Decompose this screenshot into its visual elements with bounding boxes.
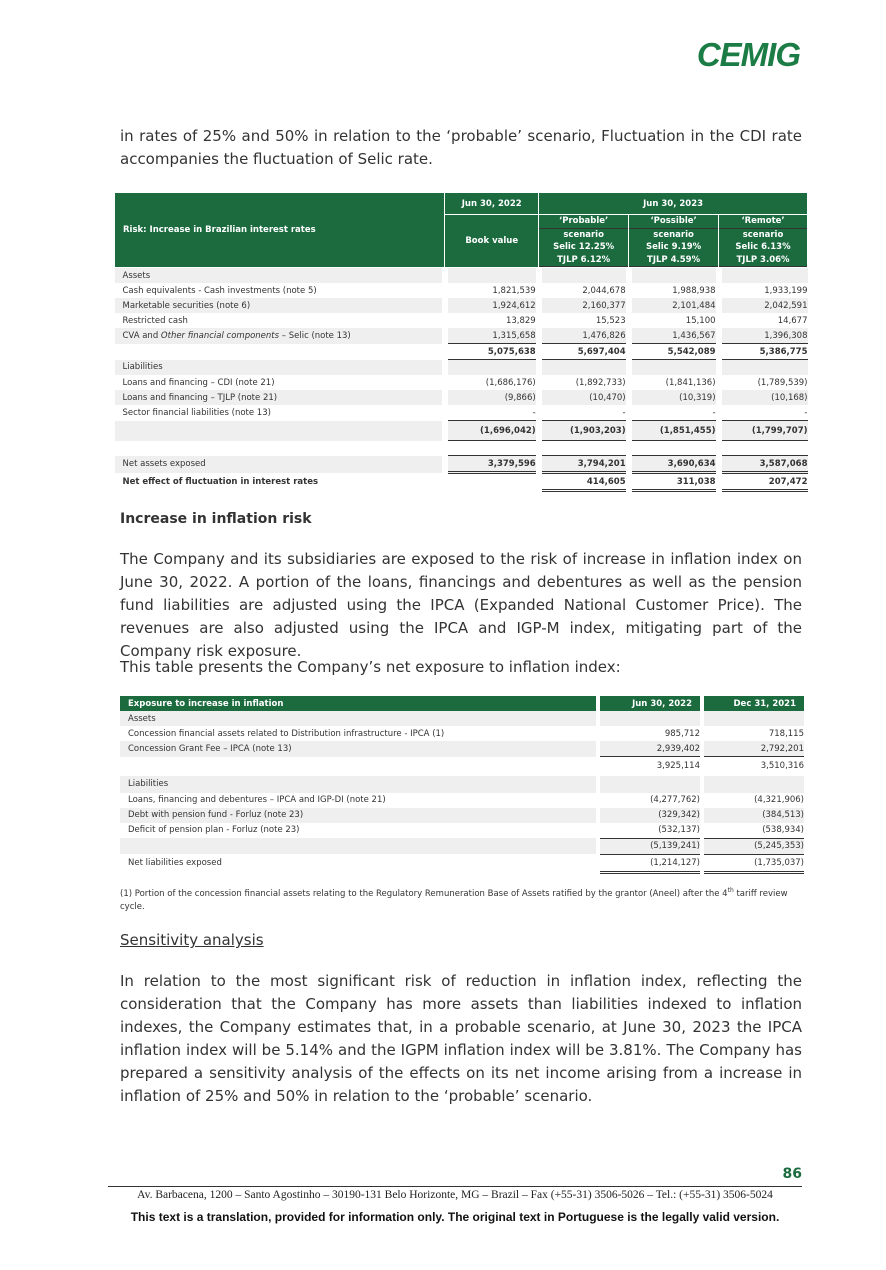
interest-rate-table [114,192,808,492]
table-row-liabilities-total: (1,696,042) (1,903,203) (1,851,455) (1,799,707) [115,421,808,441]
table-row-net-assets: Net assets exposed 3,379,596 3,794,201 3,690,634 3,587,068 [115,456,808,473]
table-row-liabilities-total: (5,139,241) (5,245,353) [120,838,804,854]
table-row: Liabilities [120,776,804,793]
table-row-net-liabilities: Net liabilities exposed (1,214,127) (1,735,037) [120,854,804,872]
table-row-assets-total: 3,925,114 3,510,316 [120,757,804,776]
footer-address: Av. Barbacena, 1200 – Santo Agostinho – 30190-131 Belo Horizonte, MG – Brazil – Fax (+55-31) 3506-5026 – Tel.: (+55-31) 3506-5024 [137,1189,773,1201]
table-row: Loans, financing and debentures – IPCA and IGP-DI (note 21) (4,277,762) (4,321,906) [120,793,804,808]
table-row: Restricted cash 13,829 15,523 15,100 14,677 [115,313,808,328]
table-title: Risk: Increase in Brazilian interest rates [115,193,445,268]
sensitivity-heading: Sensitivity analysis [120,931,264,949]
cemig-logo: CEMIG [696,36,800,73]
page-number: 86 [782,1166,802,1182]
col-dec-2021: Dec 31, 2021 [702,696,804,711]
table-row-assets-total: 5,075,638 5,697,404 5,542,089 5,386,775 [115,344,808,360]
table-row: Assets [120,711,804,726]
table-row: CVA and Other financial components – Selic (note 13) 1,315,658 1,476,826 1,436,567 1,396,308 [115,328,808,344]
footer-divider [108,1186,802,1187]
table-row: Loans and financing – TJLP (note 21) (9,866) (10,470) (10,319) (10,168) [115,390,808,405]
table-row: Liabilities [115,360,808,376]
col-probable: ‘Probable’ scenario Selic 12.25% TJLP 6.12% [539,215,629,268]
col-remote: ‘Remote’ scenario Selic 6.13% TJLP 3.06% [719,215,808,268]
table-row: Assets [115,268,808,284]
col-group-jun-2023: Jun 30, 2023 [539,193,808,215]
table-row: Deficit of pension plan - Forluz (note 23) (532,137) (538,934) [120,823,804,839]
table-intro: This table presents the Company’s net exposure to inflation index: [120,658,621,676]
footer-disclaimer: This text is a translation, provided for information only. The original text in Portuguese is the legally valid version. [130,1210,780,1224]
table-row: Concession financial assets related to Distribution infrastructure - IPCA (1) 985,712 718,115 [120,726,804,741]
table-row: Marketable securities (note 6) 1,924,612 2,160,377 2,101,484 2,042,591 [115,298,808,313]
table-row-net-effect: Net effect of fluctuation in interest rates 414,605 311,038 207,472 [115,473,808,491]
sensitivity-paragraph: In relation to the most significant risk of reduction in inflation index, reflecting the consideration that the Company has more assets than liabilities indexed to inflation indexes, the Company estimates that, in a probable scenario, at June 30, 2023 the IPCA inflation index will be 5.14% and the IGPM inflation index will be 3.81%. The Company has prepared a sensitivity analysis of the effects on its net income arising from a increase in inflation of 25% and 50% in relation to the ‘probable’ scenario. [120,972,802,1105]
col-group-jun-2022: Jun 30, 2022 [445,193,539,215]
table-row: Debt with pension fund - Forluz (note 23) (329,342) (384,513) [120,808,804,823]
table-row: Sector financial liabilities (note 13) - - - - [115,405,808,421]
inflation-exposure-table [120,696,804,874]
col-book-value: Book value [445,215,539,268]
inflation-heading: Increase in inflation risk [120,511,312,527]
intro-paragraph: in rates of 25% and 50% in relation to the ‘probable’ scenario, Fluctuation in the CDI rate accompanies the fluctuation of Selic rate. [120,127,802,168]
table-row: Cash equivalents - Cash investments (note 5) 1,821,539 2,044,678 1,988,938 1,933,199 [115,283,808,298]
table-title: Exposure to increase in inflation [120,696,598,711]
col-possible: ‘Possible’ scenario Selic 9.19% TJLP 4.59% [629,215,719,268]
table-footnote: (1) Portion of the concession financial assets relating to the Regulatory Remuneration Base of Assets ratified by the grantor (Aneel) after the 4th tariff review cycle. [120,887,788,912]
inflation-paragraph: The Company and its subsidiaries are exposed to the risk of increase in inflation index on June 30, 2022. A portion of the loans, financings and debentures as well as the pension fund liabilities are adjusted using the IPCA (Expanded National Customer Price). The revenues are also adjusted using the IPCA and IGP-M index, mitigating part of the Company risk exposure. [120,550,802,660]
table-row: Loans and financing – CDI (note 21) (1,686,176) (1,892,733) (1,841,136) (1,789,539) [115,375,808,390]
col-jun-2022: Jun 30, 2022 [598,696,702,711]
table-row: Concession Grant Fee – IPCA (note 13) 2,939,402 2,792,201 [120,741,804,757]
